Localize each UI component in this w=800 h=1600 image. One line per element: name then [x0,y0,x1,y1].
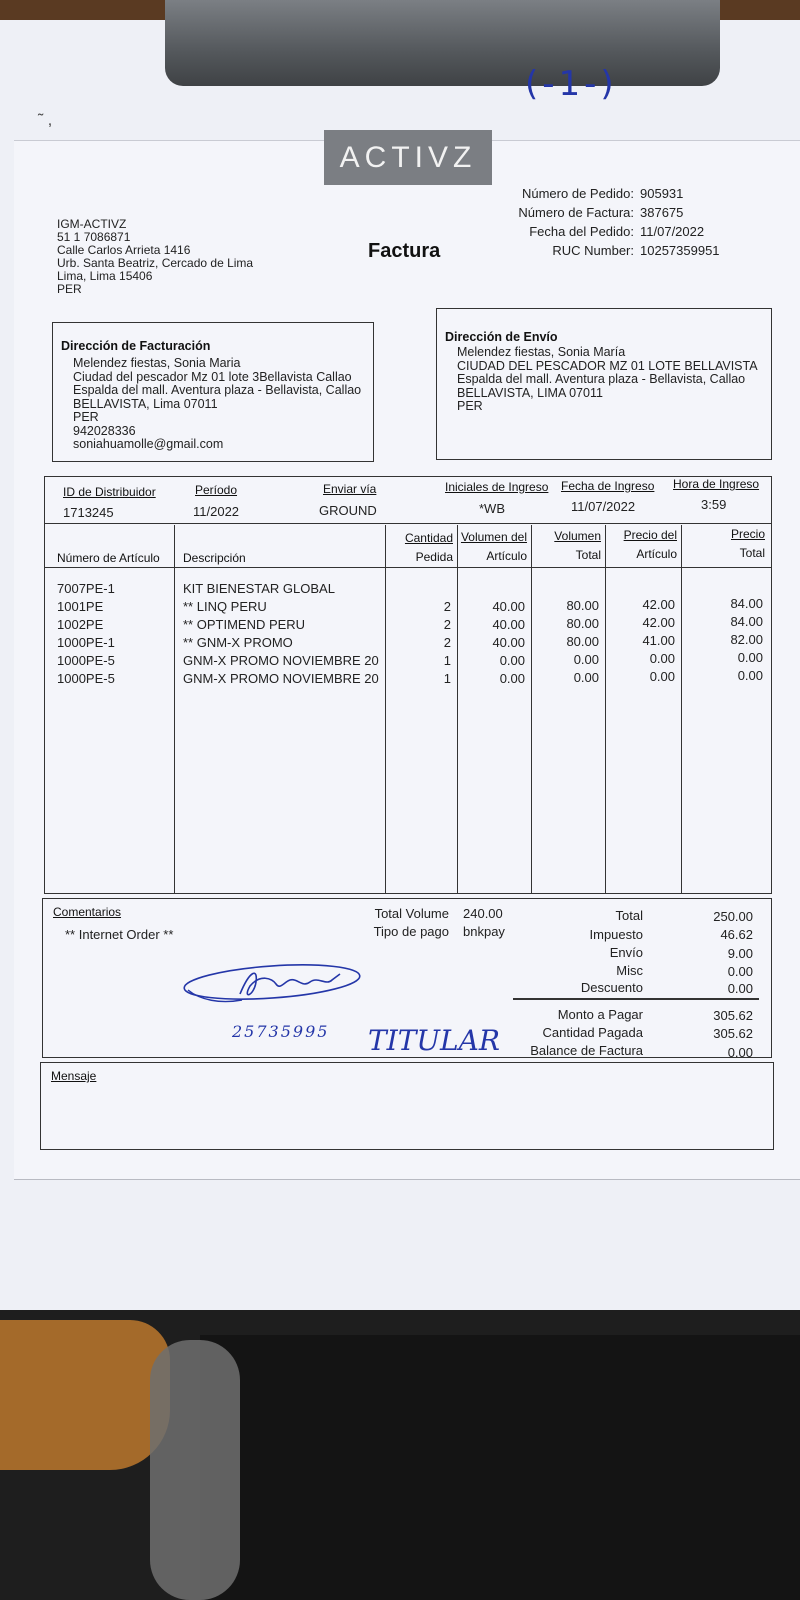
billing-lines [73,357,361,452]
page-number-mark: (-1-) [525,64,618,104]
entry-date-header: Fecha de Ingreso [561,479,655,493]
order-number-row [506,184,720,203]
qty-header: Cantidad Pedida [404,531,453,564]
misc-value: 0.00 [727,964,753,979]
dist-id-header: ID de Distribuidor [63,485,156,499]
order-date-row [506,222,720,241]
column-divider [531,525,532,893]
lace-fabric [150,1340,240,1600]
comments-label: Comentarios [53,905,122,919]
total-volume-header: Volumen Total [554,529,601,562]
company-country: PER [57,282,82,296]
column-divider [681,525,682,893]
document-title: Factura [368,240,441,262]
billing-line: BELLAVISTA, Lima 07011 [73,396,218,411]
balance-label: Balance de Factura [530,1043,643,1058]
company-city: Lima, Lima 15406 [57,269,153,283]
company-address [57,218,253,296]
entry-date-value: 11/07/2022 [571,499,636,514]
company-logo: ACTIVZ [324,130,492,185]
total-value: 250.00 [713,909,753,924]
misc-label: Misc [616,963,643,978]
payment-type-value: bnkpay [463,924,505,939]
entry-initials-header: Iniciales de Ingreso [445,480,549,494]
tax-value: 46.62 [720,927,753,942]
period-header: Período [195,483,238,497]
handwritten-titular: TITULAR [368,1024,500,1057]
pen-mark: ˜ , [38,112,53,129]
item-volume-header: Volumen del Artículo [460,530,527,563]
shipping-line: PER [457,399,483,413]
invoice-number-value: 387675 [640,205,684,220]
order-number-label: Número de Pedido: [521,186,634,201]
entry-time-value: 3:59 [701,497,727,512]
row-divider [45,523,771,524]
shipping-line: Melendez fiestas, Sonia María [457,345,626,359]
shipping-value: 9.00 [727,946,753,961]
shipping-title: Dirección de Envío [445,330,558,344]
clipboard-clip [165,0,720,86]
items-table: ID de Distribuidor Período Enviar vía Iniciales de Ingreso Fecha de Ingreso Hora de Ingreso 1713245 11/2022 GROUND *WB 11/07/2022 3:59 Número de Artículo Descripción Cantidad Pedida Volumen del Artículo Volumen Total Precio del Artículo Precio Total 7007PE-1 KIT BIENESTAR GLOBAL 1001PE ** LINQ PERU 2 40.00 80.00 42.00 84.00 1002PE ** OPTIMEND PERU 2 40.00 80.00 42.00 84.00 1000PE-1 ** GNM-X PROMO 2 40.00 80.00 41.00 82.00 1000PE-5 GNM-X PROMO NOVIEMBRE 20 1 0.00 0.00 0.00 0.00 1000PE-5 GNM-X PROMO NOVIEMBRE 20 1 0.00 0.00 0.00 0.00 [44,476,772,894]
order-number-value: 905931 [640,186,684,201]
company-street: Calle Carlos Arrieta 1416 [57,243,191,257]
column-divider [174,525,175,893]
customer-signature [180,960,370,1008]
entry-time-header: Hora de Ingreso [673,477,760,491]
amount-due-value: 305.62 [713,1008,753,1023]
entry-initials-value: *WB [479,501,505,516]
ruc-value: 10257359951 [640,243,720,258]
shipping-line: CIUDAD DEL PESCADOR MZ 01 LOTE BELLAVISTA [457,358,758,373]
period-value: 11/2022 [193,504,240,519]
orange-fabric [0,1320,170,1470]
billing-email: soniahuamolle@gmail.com [73,437,224,451]
company-district: Urb. Santa Beatriz, Cercado de Lima [57,256,254,270]
billing-line: Melendez fiestas, Sonia Maria [73,356,241,370]
balance-value: 0.00 [727,1045,753,1060]
amount-paid-label: Cantidad Pagada [542,1025,643,1040]
total-label: Total [615,908,643,923]
shipping-label: Envío [609,945,643,960]
ruc-label: RUC Number: [552,243,634,258]
payment-type-label: Tipo de pago [373,924,449,939]
comment-text: ** Internet Order ** [65,927,174,942]
billing-line: Ciudad del pescador Mz 01 lote 3Bellavista Callao [73,369,352,384]
totals-divider [513,998,759,1000]
order-date-label: Fecha del Pedido: [529,224,634,239]
company-name: IGM-ACTIVZ [57,217,127,231]
message-label: Mensaje [51,1069,97,1083]
ship-via-header: Enviar vía [323,482,377,496]
order-info [506,184,720,260]
ruc-row [506,241,720,260]
shipping-line: Espalda del mall. Aventura plaza - Bellavista, Callao [457,372,746,386]
order-date-value: 11/07/2022 [640,224,705,239]
billing-line: 942028336 [73,423,136,438]
total-price-header: Precio Total [730,527,765,560]
column-divider [457,525,458,893]
column-divider [385,525,386,893]
black-cloth [200,1335,800,1600]
amount-due-label: Monto a Pagar [557,1007,643,1022]
dist-id-value: 1713245 [63,505,114,520]
invoice-number-row [506,203,720,222]
billing-line: Espalda del mall. Aventura plaza - Bellavista, Callao [73,383,362,397]
discount-label: Descuento [580,980,643,995]
shipping-line: BELLAVISTA, LIMA 07011 [457,385,603,400]
item-price-header: Precio del Artículo [623,528,677,561]
discount-value: 0.00 [727,981,753,996]
column-divider [605,525,606,893]
header-divider [45,567,771,568]
handwritten-id: 25735995 [232,1022,330,1041]
amount-paid-value: 305.62 [713,1026,753,1041]
message-box [40,1062,774,1150]
ship-via-value: GROUND [319,503,377,518]
company-phone: 51 1 7086871 [57,230,131,244]
description-header: Descripción [183,551,246,565]
total-volume-value: 240.00 [463,906,503,921]
billing-title: Dirección de Facturación [61,339,211,353]
article-header: Número de Artículo [57,551,160,565]
tax-label: Impuesto [589,927,643,942]
invoice-number-label: Número de Factura: [518,205,634,220]
shipping-lines [457,346,758,414]
total-volume-label: Total Volume [374,906,449,921]
billing-line: PER [73,410,99,424]
